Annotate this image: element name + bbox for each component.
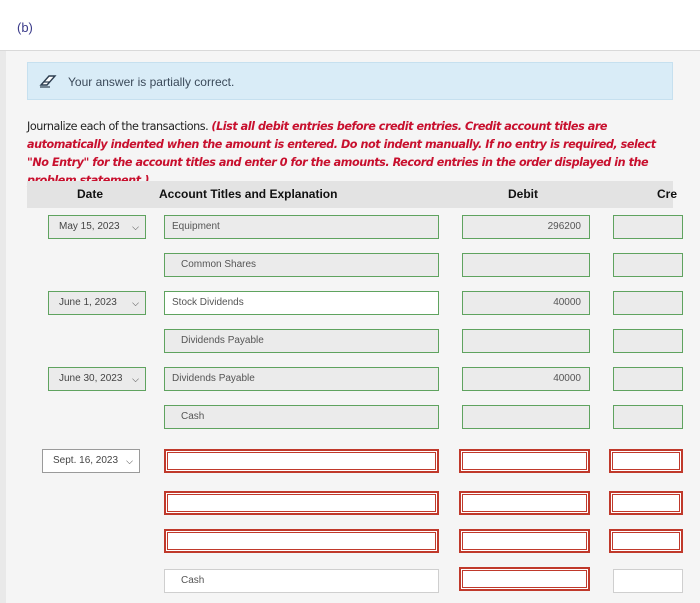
account-title-input[interactable]: Stock Dividends: [164, 291, 439, 315]
account-title-input[interactable]: [164, 491, 439, 515]
debit-header: Debit: [508, 187, 538, 201]
credit-header: Cre: [657, 187, 678, 201]
account-title-input[interactable]: Cash: [164, 405, 439, 429]
credit-input[interactable]: [613, 367, 683, 391]
notice-text: Your answer is partially correct.: [68, 75, 235, 89]
date-select-value: Sept. 16, 2023: [53, 455, 119, 466]
instructions: [27, 118, 673, 190]
debit-input[interactable]: [459, 529, 590, 553]
chevron-down-icon: ⌵: [132, 222, 139, 232]
debit-input[interactable]: [462, 405, 590, 429]
debit-input[interactable]: 296200: [462, 215, 590, 239]
chevron-down-icon: ⌵: [132, 298, 139, 308]
date-select[interactable]: [48, 291, 146, 315]
partial-correct-notice: [27, 62, 673, 100]
part-header: [0, 0, 700, 51]
credit-input[interactable]: [613, 329, 683, 353]
credit-input[interactable]: [613, 405, 683, 429]
chevron-down-icon: ⌵: [132, 374, 139, 384]
account-title-input[interactable]: Common Shares: [164, 253, 439, 277]
account-title-input[interactable]: [164, 449, 439, 473]
credit-input[interactable]: [613, 253, 683, 277]
account-title-input[interactable]: [164, 529, 439, 553]
account-title-input[interactable]: Equipment: [164, 215, 439, 239]
credit-input[interactable]: [609, 529, 683, 553]
debit-input[interactable]: 40000: [462, 367, 590, 391]
part-label: (b): [17, 20, 33, 35]
credit-input[interactable]: [613, 569, 683, 593]
credit-input[interactable]: [609, 491, 683, 515]
date-select[interactable]: [42, 449, 140, 473]
date-header: Date: [77, 187, 104, 201]
credit-input[interactable]: [613, 291, 683, 315]
chevron-down-icon: ⌵: [126, 456, 133, 466]
date-select-value: June 1, 2023: [59, 297, 117, 308]
account-title-input[interactable]: Cash: [164, 569, 439, 593]
date-select[interactable]: [48, 367, 146, 391]
debit-input[interactable]: [459, 491, 590, 515]
account-title-input[interactable]: Dividends Payable: [164, 329, 439, 353]
date-select-value: May 15, 2023: [59, 221, 120, 232]
date-select-value: June 30, 2023: [59, 373, 123, 384]
date-select[interactable]: [48, 215, 146, 239]
debit-input[interactable]: [462, 329, 590, 353]
debit-input[interactable]: [459, 449, 590, 473]
debit-input[interactable]: [459, 567, 590, 591]
debit-input[interactable]: [462, 253, 590, 277]
instructions-note: (List all debit entries before credit entries. Credit account titles are automatically indented when the amount is entered. Do not indent manually. If no entry is required, select "No Entry" for the account titles and enter 0 for the amounts. Record entries in the order displayed in the: [27, 120, 656, 169]
instructions-lead: Journalize each of the transactions.: [27, 120, 212, 133]
account-header: Account Titles and Explanation: [159, 187, 338, 201]
pencil-eraser-icon: [38, 73, 58, 89]
table-header: [27, 181, 678, 208]
account-title-input[interactable]: Dividends Payable: [164, 367, 439, 391]
debit-input[interactable]: 40000: [462, 291, 590, 315]
credit-input[interactable]: [609, 449, 683, 473]
credit-input[interactable]: [613, 215, 683, 239]
